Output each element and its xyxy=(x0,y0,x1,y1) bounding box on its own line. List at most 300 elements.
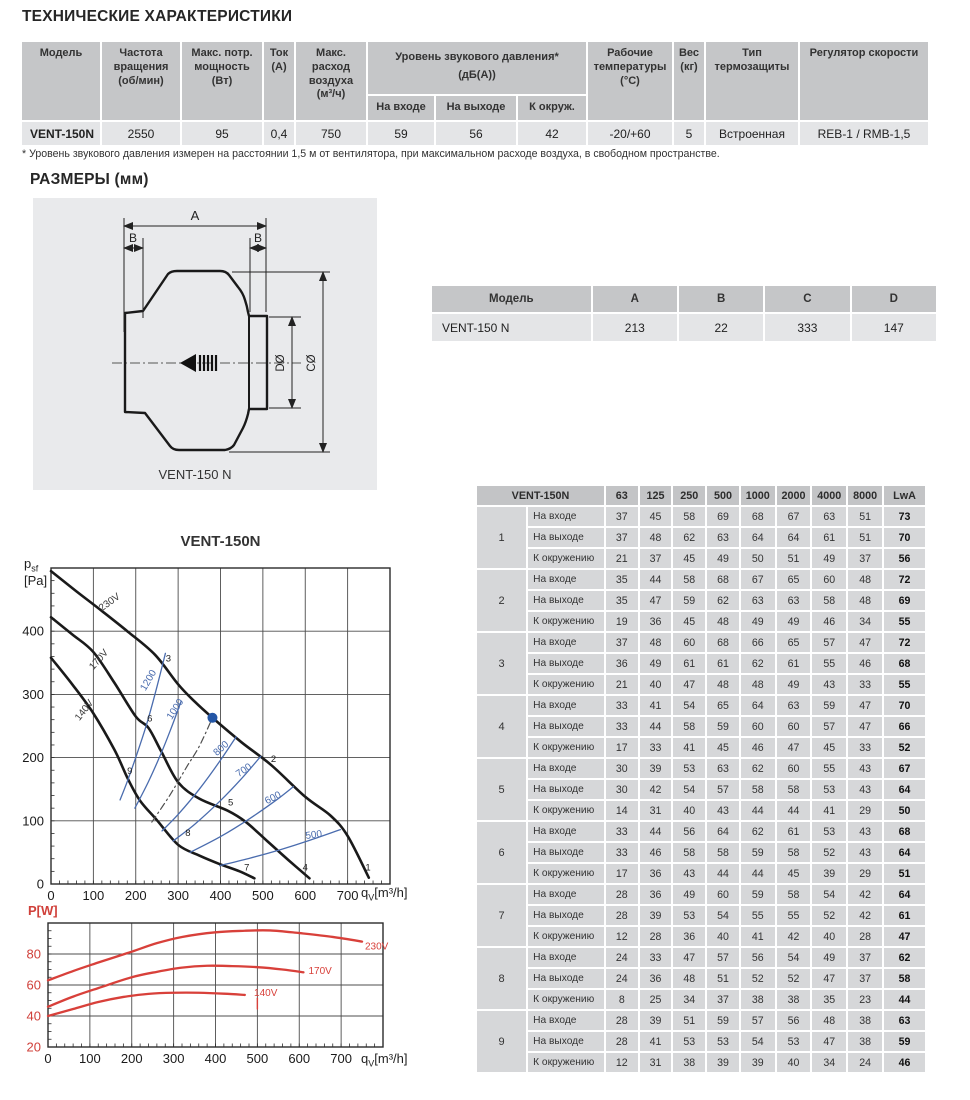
noise-value-cell: 28 xyxy=(640,927,672,946)
noise-value-cell: 29 xyxy=(848,801,882,820)
spec-col-freq: Частота вращения (об/мин) xyxy=(102,42,180,120)
svg-text:400: 400 xyxy=(209,888,232,903)
noise-value-cell: 58 xyxy=(707,843,739,862)
noise-table-row xyxy=(477,549,925,568)
noise-value-cell: 41 xyxy=(741,927,775,946)
noise-value-cell: 47 xyxy=(777,738,811,757)
noise-value-cell: 45 xyxy=(707,738,739,757)
noise-value-cell: 60 xyxy=(741,717,775,736)
noise-value-cell: 52 xyxy=(741,969,775,988)
noise-value-cell: 44 xyxy=(707,864,739,883)
noise-value-cell: 57 xyxy=(812,717,846,736)
noise-value-cell: 61 xyxy=(777,654,811,673)
noise-table-row xyxy=(477,738,925,757)
noise-table-row xyxy=(477,885,925,904)
dim-a-lines xyxy=(124,218,266,332)
spec-col-thermal: Тип термозащиты xyxy=(706,42,798,120)
dimension-drawing xyxy=(33,198,377,490)
noise-freq-header: 2000 xyxy=(777,486,811,505)
noise-value-cell: 54 xyxy=(673,696,705,715)
noise-row-label: На входе xyxy=(528,570,604,589)
noise-value-cell: 43 xyxy=(812,675,846,694)
noise-value-cell: 58 xyxy=(673,843,705,862)
noise-value-cell: 62 xyxy=(741,759,775,778)
spec-col-model: Модель xyxy=(22,42,100,120)
noise-value-cell: 59 xyxy=(812,696,846,715)
noise-value-cell: 53 xyxy=(707,1032,739,1051)
noise-value-cell: 57 xyxy=(812,633,846,652)
noise-value-cell: 17 xyxy=(606,864,638,883)
noise-value-cell: 63 xyxy=(707,528,739,547)
spec-col-noise-group: Уровень звукового давления* (дБ(А)) xyxy=(368,42,586,94)
noise-row-label: На входе xyxy=(528,1011,604,1030)
noise-value-cell: 58 xyxy=(777,885,811,904)
noise-value-cell: 53 xyxy=(812,780,846,799)
noise-value-cell: 35 xyxy=(606,570,638,589)
noise-value-cell: 38 xyxy=(673,1053,705,1072)
footnote: * Уровень звукового давления измерен на расстоянии 1,5 м от вентилятора, при максимальном расходе воздуха, в свободном пространстве. xyxy=(22,148,720,160)
noise-value-cell: 55 xyxy=(884,612,925,631)
tick-labels xyxy=(27,947,352,1067)
dim-value-cell: 333 xyxy=(765,314,849,341)
noise-value-cell: 21 xyxy=(606,675,638,694)
dim-table-header xyxy=(432,286,936,312)
noise-value-cell: 68 xyxy=(707,570,739,589)
noise-value-cell: 67 xyxy=(741,570,775,589)
drawing-caption: VENT-150 N xyxy=(158,467,232,482)
noise-value-cell: 46 xyxy=(884,1053,925,1072)
noise-value-cell: 12 xyxy=(606,927,638,946)
noise-value-cell: 58 xyxy=(884,969,925,988)
noise-value-cell: 40 xyxy=(640,675,672,694)
noise-value-cell: 57 xyxy=(707,948,739,967)
noise-row-label: На выходе xyxy=(528,969,604,988)
noise-value-cell: 49 xyxy=(812,549,846,568)
annotation-7: 7 xyxy=(244,862,250,874)
noise-freq-header: 1000 xyxy=(741,486,775,505)
noise-value-cell: 19 xyxy=(606,612,638,631)
noise-row-label: На выходе xyxy=(528,1032,604,1051)
annotation-2: 2 xyxy=(270,754,277,766)
noise-value-cell: 41 xyxy=(673,738,705,757)
noise-value-cell: 44 xyxy=(640,570,672,589)
pressure-axis-label: $p_{sf}$ [Pa] xyxy=(24,556,48,589)
annotation-1000: 1000 xyxy=(164,697,187,722)
noise-freq-header: 63 xyxy=(606,486,638,505)
noise-value-cell: 53 xyxy=(673,1032,705,1051)
noise-table-row xyxy=(477,675,925,694)
dim-table-body xyxy=(432,314,936,341)
dim-value-cell: VENT-150 N xyxy=(432,314,591,341)
noise-value-cell: 60 xyxy=(673,633,705,652)
dim-col-header: B xyxy=(679,286,763,312)
noise-value-cell: 31 xyxy=(640,1053,672,1072)
noise-value-cell: 59 xyxy=(707,1011,739,1030)
noise-value-cell: 37 xyxy=(707,990,739,1009)
noise-value-cell: 51 xyxy=(673,1011,705,1030)
noise-group-number: 6 xyxy=(477,822,526,883)
noise-value-cell: 39 xyxy=(707,1053,739,1072)
noise-value-cell: 33 xyxy=(848,738,882,757)
noise-value-cell: 33 xyxy=(640,948,672,967)
spec-value-cell: 0,4 xyxy=(264,122,294,145)
noise-value-cell: 39 xyxy=(741,1053,775,1072)
noise-value-cell: 31 xyxy=(640,801,672,820)
noise-value-cell: 63 xyxy=(777,696,811,715)
noise-row-label: На выходе xyxy=(528,654,604,673)
noise-value-cell: 29 xyxy=(848,864,882,883)
noise-value-cell: 50 xyxy=(884,801,925,820)
noise-value-cell: 49 xyxy=(777,612,811,631)
noise-value-cell: 37 xyxy=(848,948,882,967)
noise-value-cell: 33 xyxy=(640,738,672,757)
spec-col-noise-out: На выходе xyxy=(436,96,516,120)
annotation-9: 9 xyxy=(127,766,133,778)
spec-value-cell: Встроенная xyxy=(706,122,798,145)
noise-value-cell: 53 xyxy=(777,1032,811,1051)
noise-value-cell: 52 xyxy=(812,906,846,925)
noise-value-cell: 43 xyxy=(848,843,882,862)
noise-value-cell: 72 xyxy=(884,570,925,589)
noise-table-row xyxy=(477,633,925,652)
noise-value-cell: 59 xyxy=(741,885,775,904)
noise-value-cell: 47 xyxy=(640,591,672,610)
noise-value-cell: 70 xyxy=(884,528,925,547)
noise-value-cell: 37 xyxy=(606,528,638,547)
svg-text:200: 200 xyxy=(124,888,147,903)
noise-value-cell: 33 xyxy=(606,696,638,715)
noise-value-cell: 63 xyxy=(884,1011,925,1030)
noise-value-cell: 37 xyxy=(848,969,882,988)
noise-value-cell: 45 xyxy=(777,864,811,883)
svg-text:300: 300 xyxy=(22,686,44,702)
noise-value-cell: 47 xyxy=(673,948,705,967)
spec-col-temp: Рабочие температуры (°С) xyxy=(588,42,672,120)
noise-value-cell: 43 xyxy=(707,801,739,820)
annotation-4: 4 xyxy=(302,862,308,874)
noise-table-row xyxy=(477,843,925,862)
noise-table-row xyxy=(477,1032,925,1051)
noise-freq-header: 4000 xyxy=(812,486,846,505)
noise-value-cell: 49 xyxy=(812,948,846,967)
noise-value-cell: 45 xyxy=(640,507,672,526)
noise-value-cell: 64 xyxy=(741,696,775,715)
annotation-230V: 230V xyxy=(364,941,389,953)
fan-chart-title: VENT-150N xyxy=(180,533,261,550)
svg-text:300: 300 xyxy=(167,888,189,903)
noise-value-cell: 62 xyxy=(741,822,775,841)
noise-value-cell: 58 xyxy=(673,717,705,736)
noise-value-cell: 62 xyxy=(673,528,705,547)
noise-value-cell: 67 xyxy=(777,507,811,526)
annotation-170V: 170V xyxy=(308,966,332,978)
noise-table-row xyxy=(477,570,925,589)
noise-value-cell: 58 xyxy=(673,507,705,526)
noise-value-cell: 58 xyxy=(777,780,811,799)
noise-value-cell: 48 xyxy=(741,675,775,694)
noise-value-cell: 64 xyxy=(884,843,925,862)
noise-value-cell: 12 xyxy=(606,1053,638,1072)
noise-value-cell: 56 xyxy=(741,948,775,967)
spec-col-airflow: Макс. расход воздуха (м³/ч) xyxy=(296,42,366,120)
noise-row-label: На выходе xyxy=(528,906,604,925)
noise-value-cell: 48 xyxy=(640,528,672,547)
annotation-3: 3 xyxy=(165,653,172,665)
noise-value-cell: 37 xyxy=(848,549,882,568)
noise-table-row xyxy=(477,1053,925,1072)
noise-value-cell: 47 xyxy=(673,675,705,694)
noise-value-cell: 64 xyxy=(884,885,925,904)
noise-row-label: К окружению xyxy=(528,801,604,820)
noise-table-row xyxy=(477,906,925,925)
noise-value-cell: 51 xyxy=(707,969,739,988)
noise-value-cell: 48 xyxy=(812,1011,846,1030)
noise-value-cell: 43 xyxy=(848,780,882,799)
noise-value-cell: 24 xyxy=(606,948,638,967)
noise-table-row xyxy=(477,1011,925,1030)
noise-value-cell: 48 xyxy=(673,969,705,988)
noise-table-row xyxy=(477,822,925,841)
noise-value-cell: 55 xyxy=(777,906,811,925)
noise-value-cell: 69 xyxy=(884,591,925,610)
spec-value-cell: 5 xyxy=(674,122,704,145)
noise-table-row xyxy=(477,969,925,988)
airflow-arrow-icon xyxy=(180,354,196,372)
flow-axis-label-1: $q_V[m^3/h]$ xyxy=(361,885,408,903)
noise-value-cell: 56 xyxy=(673,822,705,841)
svg-text:200: 200 xyxy=(22,750,44,766)
annotation-230V: 230V xyxy=(97,591,123,614)
noise-value-cell: 21 xyxy=(606,549,638,568)
spec-values-row xyxy=(22,122,928,145)
noise-value-cell: 52 xyxy=(812,843,846,862)
flow-axis-label-2: $q_V[m^3/h]$ xyxy=(361,1051,408,1069)
noise-value-cell: 60 xyxy=(707,885,739,904)
noise-value-cell: 40 xyxy=(812,927,846,946)
spec-value-cell: VENT-150N xyxy=(22,122,100,145)
noise-row-label: К окружению xyxy=(528,990,604,1009)
noise-row-label: На выходе xyxy=(528,717,604,736)
noise-table-row xyxy=(477,717,925,736)
noise-value-cell: 35 xyxy=(606,591,638,610)
noise-value-cell: 40 xyxy=(777,1053,811,1072)
noise-value-cell: 63 xyxy=(741,591,775,610)
spec-col-noise-in: На входе xyxy=(368,96,434,120)
noise-table-row xyxy=(477,696,925,715)
noise-value-cell: 56 xyxy=(777,1011,811,1030)
noise-value-cell: 47 xyxy=(848,717,882,736)
noise-value-cell: 28 xyxy=(606,1032,638,1051)
svg-text:100: 100 xyxy=(22,813,44,829)
spec-value-cell: 750 xyxy=(296,122,366,145)
spec-value-cell: 95 xyxy=(182,122,262,145)
noise-group-number: 8 xyxy=(477,948,526,1009)
noise-value-cell: 39 xyxy=(640,906,672,925)
noise-group-number: 5 xyxy=(477,759,526,820)
curve-170V xyxy=(51,617,309,878)
noise-value-cell: 24 xyxy=(606,969,638,988)
noise-model-header: VENT-150N xyxy=(477,486,604,505)
noise-row-label: На выходе xyxy=(528,591,604,610)
dim-b-right-lines xyxy=(250,238,266,312)
noise-value-cell: 53 xyxy=(673,759,705,778)
noise-table-row xyxy=(477,927,925,946)
svg-text:400: 400 xyxy=(22,623,44,639)
noise-value-cell: 55 xyxy=(741,906,775,925)
noise-value-cell: 55 xyxy=(812,759,846,778)
dimensions-heading: РАЗМЕРЫ (мм) xyxy=(30,171,149,188)
curve-system-line xyxy=(152,718,213,822)
noise-value-cell: 25 xyxy=(640,990,672,1009)
noise-value-cell: 44 xyxy=(640,717,672,736)
noise-value-cell: 62 xyxy=(884,948,925,967)
curve-140V xyxy=(51,658,254,879)
annotation-500: 500 xyxy=(304,828,323,842)
noise-value-cell: 48 xyxy=(707,675,739,694)
noise-value-cell: 45 xyxy=(812,738,846,757)
noise-value-cell: 30 xyxy=(606,780,638,799)
noise-value-cell: 48 xyxy=(640,633,672,652)
annotation-5: 5 xyxy=(228,797,234,809)
annotation-170V: 170V xyxy=(87,647,111,673)
annotation-700: 700 xyxy=(234,761,255,780)
spec-value-cell: REB-1 / RMB-1,5 xyxy=(800,122,928,145)
noise-value-cell: 47 xyxy=(884,927,925,946)
noise-table-row xyxy=(477,948,925,967)
noise-value-cell: 33 xyxy=(606,843,638,862)
noise-value-cell: 53 xyxy=(673,906,705,925)
noise-value-cell: 34 xyxy=(812,1053,846,1072)
noise-value-cell: 36 xyxy=(606,654,638,673)
noise-value-cell: 42 xyxy=(848,906,882,925)
noise-value-cell: 45 xyxy=(673,612,705,631)
noise-value-cell: 49 xyxy=(673,885,705,904)
noise-freq-header: 250 xyxy=(673,486,705,505)
noise-value-cell: 42 xyxy=(848,885,882,904)
noise-value-cell: 64 xyxy=(741,528,775,547)
noise-value-cell: 70 xyxy=(884,696,925,715)
noise-value-cell: 38 xyxy=(848,1011,882,1030)
noise-table-row xyxy=(477,507,925,526)
noise-value-cell: 72 xyxy=(884,633,925,652)
noise-table-row xyxy=(477,528,925,547)
svg-text:200: 200 xyxy=(120,1051,143,1066)
noise-table-row xyxy=(477,801,925,820)
noise-value-cell: 51 xyxy=(777,549,811,568)
noise-value-cell: 43 xyxy=(848,759,882,778)
noise-value-cell: 68 xyxy=(707,633,739,652)
noise-row-label: К окружению xyxy=(528,549,604,568)
dim-value-cell: 22 xyxy=(679,314,763,341)
page-title: ТЕХНИЧЕСКИЕ ХАРАКТЕРИСТИКИ xyxy=(22,8,293,25)
noise-group-number: 3 xyxy=(477,633,526,694)
noise-value-cell: 60 xyxy=(777,759,811,778)
svg-text:700: 700 xyxy=(330,1051,352,1066)
noise-value-cell: 14 xyxy=(606,801,638,820)
dim-value-cell: 213 xyxy=(593,314,677,341)
noise-value-cell: 54 xyxy=(673,780,705,799)
svg-text:700: 700 xyxy=(336,888,359,903)
noise-value-cell: 43 xyxy=(673,864,705,883)
noise-value-cell: 64 xyxy=(707,822,739,841)
spec-value-cell: 56 xyxy=(436,122,516,145)
annotation-1200: 1200 xyxy=(138,668,160,693)
tick-labels xyxy=(22,624,358,903)
noise-value-cell: 36 xyxy=(640,612,672,631)
noise-row-label: На входе xyxy=(528,507,604,526)
noise-value-cell: 59 xyxy=(884,1032,925,1051)
noise-value-cell: 50 xyxy=(741,549,775,568)
noise-value-cell: 55 xyxy=(812,654,846,673)
fan-curve-chart xyxy=(20,533,450,905)
noise-value-cell: 68 xyxy=(884,822,925,841)
noise-value-cell: 61 xyxy=(812,528,846,547)
noise-value-cell: 63 xyxy=(812,507,846,526)
noise-value-cell: 37 xyxy=(640,549,672,568)
noise-value-cell: 58 xyxy=(777,843,811,862)
noise-value-cell: 59 xyxy=(741,843,775,862)
annotation-800: 800 xyxy=(211,739,232,759)
noise-value-cell: 42 xyxy=(640,780,672,799)
annotation-140V: 140V xyxy=(254,987,278,999)
noise-table-row xyxy=(477,990,925,1009)
noise-value-cell: 34 xyxy=(848,612,882,631)
noise-value-cell: 36 xyxy=(673,927,705,946)
noise-row-label: К окружению xyxy=(528,1053,604,1072)
noise-value-cell: 57 xyxy=(741,1011,775,1030)
noise-table-row xyxy=(477,612,925,631)
noise-value-cell: 17 xyxy=(606,738,638,757)
noise-row-label: На входе xyxy=(528,696,604,715)
noise-value-cell: 52 xyxy=(777,969,811,988)
dim-c-label: CØ xyxy=(306,354,318,372)
noise-value-cell: 46 xyxy=(848,654,882,673)
noise-value-cell: 34 xyxy=(673,990,705,1009)
noise-value-cell: 66 xyxy=(741,633,775,652)
noise-value-cell: 47 xyxy=(812,969,846,988)
noise-value-cell: 38 xyxy=(848,1032,882,1051)
noise-group-number: 7 xyxy=(477,885,526,946)
svg-text:20: 20 xyxy=(26,1039,41,1055)
noise-table-body xyxy=(477,507,925,1072)
noise-table-row xyxy=(477,864,925,883)
noise-value-cell: 39 xyxy=(812,864,846,883)
noise-value-cell: 65 xyxy=(707,696,739,715)
noise-value-cell: 44 xyxy=(741,801,775,820)
noise-value-cell: 61 xyxy=(884,906,925,925)
noise-table-header xyxy=(477,486,925,505)
noise-value-cell: 28 xyxy=(606,1011,638,1030)
svg-text:40: 40 xyxy=(26,1008,41,1024)
noise-value-cell: 54 xyxy=(777,948,811,967)
noise-value-cell: 45 xyxy=(673,549,705,568)
dim-d-label: DØ xyxy=(275,354,287,372)
spec-value-cell: 59 xyxy=(368,122,434,145)
noise-table xyxy=(475,484,927,1074)
noise-value-cell: 44 xyxy=(777,801,811,820)
power-chart xyxy=(20,903,450,1083)
annotation-600: 600 xyxy=(263,789,284,808)
noise-value-cell: 67 xyxy=(884,759,925,778)
noise-value-cell: 60 xyxy=(777,717,811,736)
noise-value-cell: 30 xyxy=(606,759,638,778)
dimensions-table xyxy=(430,284,938,343)
noise-group-number: 9 xyxy=(477,1011,526,1072)
svg-text:100: 100 xyxy=(79,1051,101,1066)
dim-col-header: C xyxy=(765,286,849,312)
noise-lwa-header: LwA xyxy=(884,486,925,505)
svg-text:0: 0 xyxy=(47,888,55,903)
